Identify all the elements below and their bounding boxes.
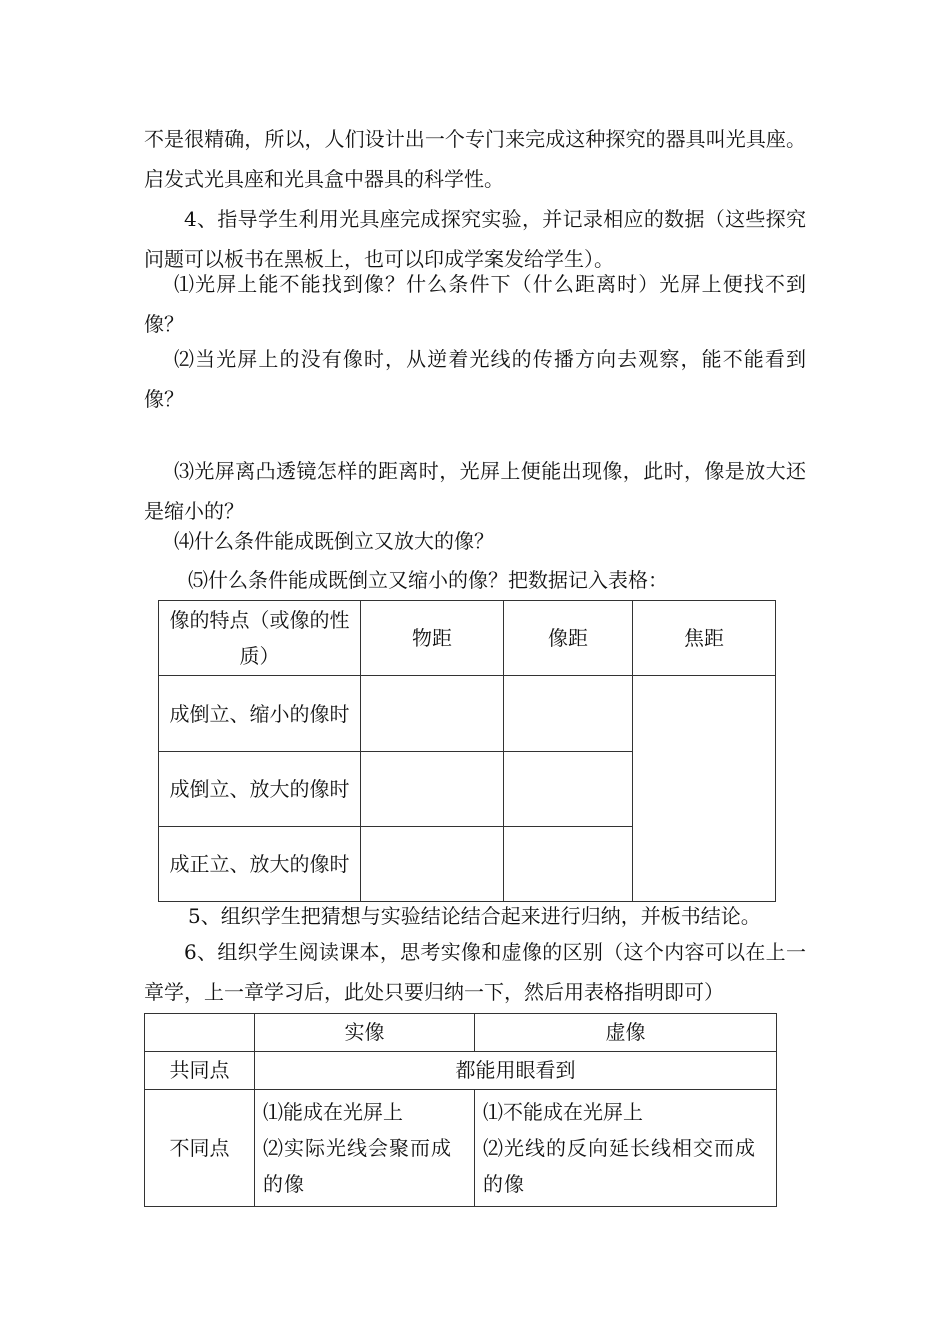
- cell-image-distance[interactable]: [504, 676, 633, 752]
- row-label-difference: 不同点: [145, 1090, 255, 1207]
- common-point-value: 都能用眼看到: [255, 1052, 777, 1090]
- header-object-distance: 物距: [361, 601, 504, 676]
- paragraph-intro: 不是很精确，所以，人们设计出一个专门来完成这种探究的器具叫光具座。启发式光具座和光具盒中器具的科学性。: [144, 127, 806, 191]
- row-label-upright-enlarged: 成正立、放大的像时: [159, 827, 361, 902]
- virtual-diff-1: ⑴不能成在光屏上: [483, 1100, 643, 1124]
- header-focal-length: 焦距: [633, 601, 776, 676]
- header-image-property: 像的特点（或像的性质）: [159, 601, 361, 676]
- header-blank: [145, 1014, 255, 1052]
- header-image-distance: 像距: [504, 601, 633, 676]
- paragraph-step-4: 4、指导学生利用光具座完成探究实验，并记录相应的数据（这些探究问题可以板书在黑板上，也可以印成学案发给学生）。: [144, 207, 806, 271]
- real-diff-2: ⑵实际光线会聚而成的像: [263, 1136, 452, 1196]
- cell-object-distance[interactable]: [361, 827, 504, 902]
- question-5: ⑸什么条件能成既倒立又缩小的像？把数据记入表格：: [188, 568, 668, 592]
- header-real-image: 实像: [255, 1014, 475, 1052]
- real-image-differences: [255, 1090, 475, 1207]
- row-label-common: 共同点: [145, 1052, 255, 1090]
- paragraph-step-6: 6、组织学生阅读课本，思考实像和虚像的区别（这个内容可以在上一章学，上一章学习后，此处只要归纳一下，然后用表格指明即可）: [144, 940, 806, 1004]
- cell-object-distance[interactable]: [361, 752, 504, 827]
- question-1: ⑴光屏上能不能找到像？什么条件下（什么距离时）光屏上便找不到像？: [144, 272, 806, 336]
- virtual-diff-2: ⑵光线的反向延长线相交而成的像: [483, 1136, 756, 1196]
- row-label-inverted-enlarged: 成倒立、放大的像时: [159, 752, 361, 827]
- question-2: ⑵当光屏上的没有像时，从逆着光线的传播方向去观察，能不能看到像？: [144, 347, 806, 411]
- experiment-data-table: [158, 600, 776, 902]
- virtual-image-differences: [475, 1090, 777, 1207]
- question-3: ⑶光屏离凸透镜怎样的距离时，光屏上便能出现像，此时，像是放大还是缩小的？: [144, 459, 806, 523]
- cell-object-distance[interactable]: [361, 676, 504, 752]
- row-label-inverted-reduced: 成倒立、缩小的像时: [159, 676, 361, 752]
- question-4: ⑷什么条件能成既倒立又放大的像？: [174, 529, 494, 553]
- paragraph-step-5: 5、组织学生把猜想与实验结论结合起来进行归纳，并板书结论。: [188, 904, 761, 928]
- header-virtual-image: 虚像: [475, 1014, 777, 1052]
- real-diff-1: ⑴能成在光屏上: [263, 1100, 403, 1124]
- cell-image-distance[interactable]: [504, 827, 633, 902]
- real-virtual-image-table: [144, 1013, 777, 1207]
- cell-image-distance[interactable]: [504, 752, 633, 827]
- cell-focal-length[interactable]: [633, 676, 776, 902]
